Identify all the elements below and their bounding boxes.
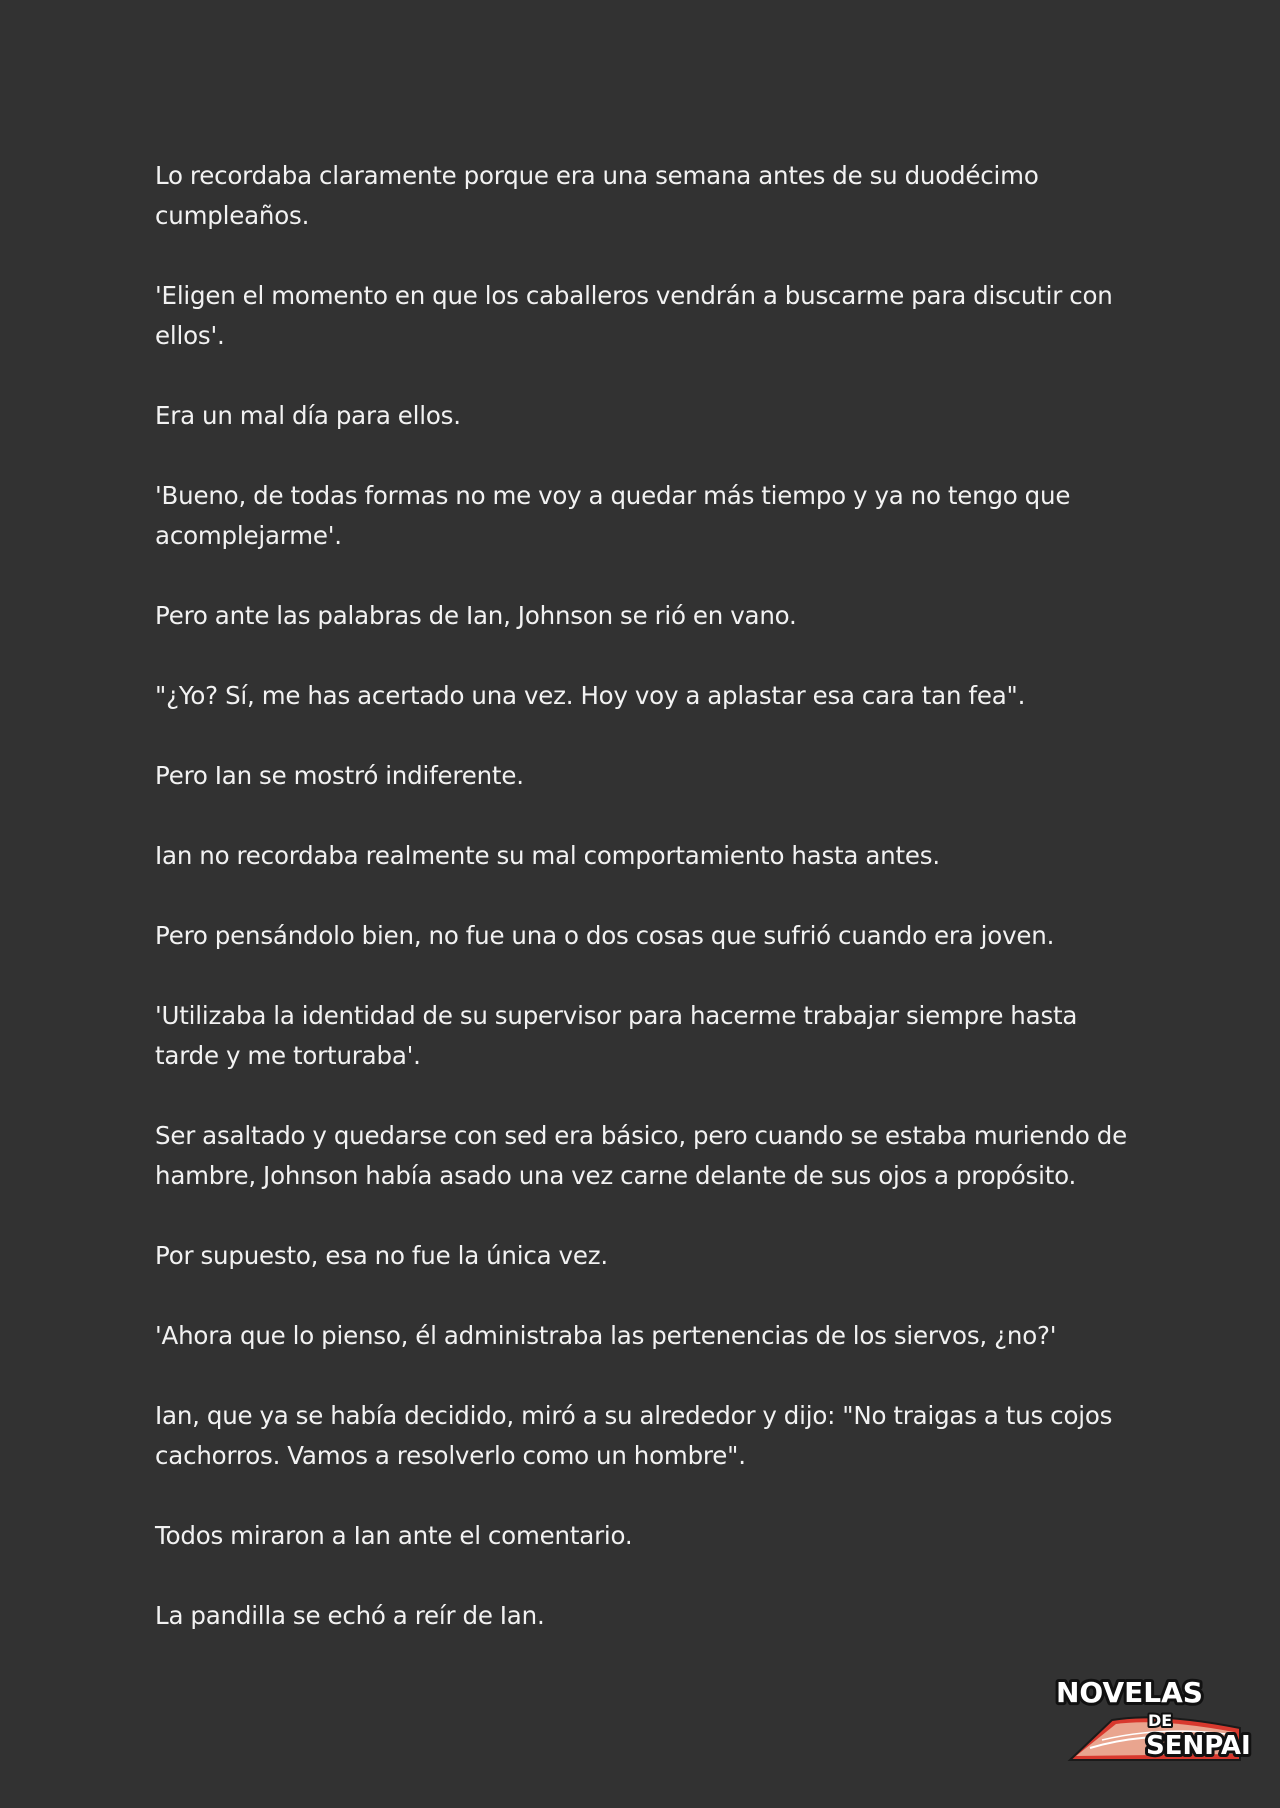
paragraph: Pero ante las palabras de Ian, Johnson se rió en vano. [155, 601, 797, 630]
logo-text-senpai: SENPAI [1146, 1731, 1251, 1761]
paragraph: "¿Yo? Sí, me has acertado una vez. Hoy voy a aplastar esa cara tan fea". [155, 681, 1026, 710]
paragraph: 'Utilizaba la identidad de su supervisor para hacerme trabajar siempre hasta tarde y me torturaba'. [155, 1001, 1078, 1070]
paragraph: Ser asaltado y quedarse con sed era básico, pero cuando se estaba muriendo de hambre, Johnson había asado una vez carne delante de sus ojos a propósito. [155, 1121, 1127, 1190]
paragraph: 'Bueno, de todas formas no me voy a quedar más tiempo y ya no tengo que acomplejarme'. [155, 481, 1071, 550]
paragraph: Era un mal día para ellos. [155, 401, 461, 430]
novelas-de-senpai-logo [1050, 1668, 1260, 1768]
paragraph: 'Eligen el momento en que los caballeros vendrán a buscarme para discutir con ellos'. [155, 281, 1113, 350]
logo-text-novelas: NOVELAS [1056, 1676, 1203, 1709]
paragraph: Pero Ian se mostró indiferente. [155, 761, 524, 790]
paragraph: La pandilla se echó a reír de Ian. [155, 1601, 545, 1630]
paragraph: Pero pensándolo bien, no fue una o dos cosas que sufrió cuando era joven. [155, 921, 1055, 950]
chapter-text [155, 156, 1145, 1676]
paragraph: Ian no recordaba realmente su mal comportamiento hasta antes. [155, 841, 940, 870]
logo-text-de: DE [1148, 1711, 1173, 1730]
paragraph: Lo recordaba claramente porque era una semana antes de su duodécimo cumpleaños. [155, 161, 1039, 230]
paragraph: 'Ahora que lo pienso, él administraba las pertenencias de los siervos, ¿no?' [155, 1321, 1057, 1350]
paragraph: Todos miraron a Ian ante el comentario. [155, 1521, 633, 1550]
paragraph: Por supuesto, esa no fue la única vez. [155, 1241, 608, 1270]
paragraph: Ian, que ya se había decidido, miró a su alrededor y dijo: "No traigas a tus cojos cachorros. Vamos a resolverlo como un hombre". [155, 1401, 1113, 1470]
